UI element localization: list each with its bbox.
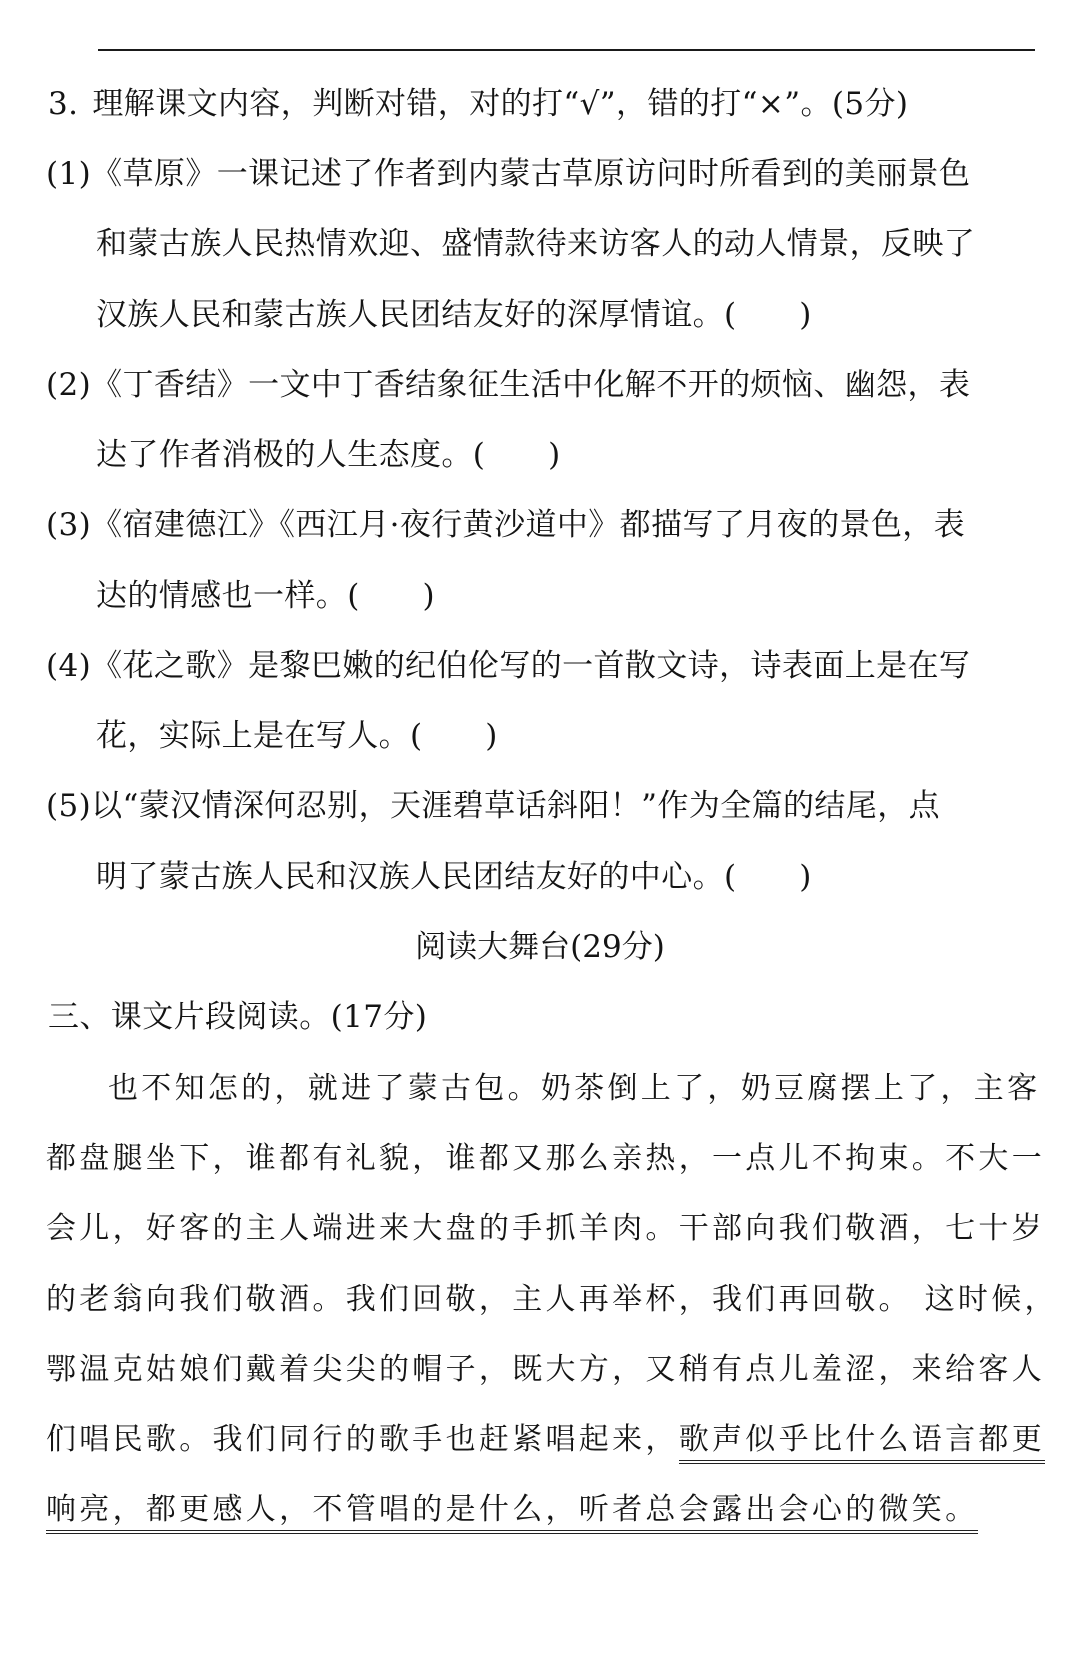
question-3-number: 3. — [48, 86, 79, 122]
item-4-number: (4) — [46, 648, 92, 684]
underlined-sentence-part-2: 响亮，都更感人，不管唱的是什么，听者总会露出会心的微笑。 — [46, 1492, 978, 1534]
passage-line-7 — [46, 1488, 978, 1532]
passage-line-5: 鄂温克姑娘们戴着尖尖的帽子，既大方，又稍有点儿羞涩，来给客人 — [46, 1352, 1045, 1387]
item-2-number: (2) — [46, 367, 92, 403]
question-3-instruction: 理解课文内容，判断对错，对的打“√”，错的打“×”。(5分) — [92, 86, 909, 122]
passage-line-6 — [46, 1418, 1045, 1462]
item-4-line-1: (4)《花之歌》是黎巴嫩的纪伯伦写的一首散文诗，诗表面上是在写 — [46, 644, 970, 688]
passage-line-2: 都盘腿坐下，谁都有礼貌，谁都又那么亲热，一点儿不拘束。不大一 — [46, 1141, 1045, 1176]
top-rule — [98, 49, 1035, 51]
item-5-line-2: 明了蒙古族人民和汉族人民团结友好的中心。( ) — [96, 859, 812, 895]
item-1-line-2: 和蒙古族人民热情欢迎、盛情款待来访客人的动人情景，反映了 — [96, 226, 976, 262]
item-3-line-1: (3)《宿建德江》《西江月·夜行黄沙道中》都描写了月夜的景色，表 — [46, 503, 965, 547]
item-1-number: (1) — [46, 156, 92, 192]
item-5-line-1: (5)以“蒙汉情深何忍别，天涯碧草话斜阳！”作为全篇的结尾，点 — [46, 784, 940, 828]
passage-line-3: 会儿，好客的主人端进来大盘的手抓羊肉。干部向我们敬酒，七十岁 — [46, 1211, 1045, 1246]
item-3-line-2: 达的情感也一样。( ) — [96, 578, 435, 614]
underlined-sentence-part-1: 歌声似乎比什么语言都更 — [679, 1422, 1045, 1464]
item-1-line-3: 汉族人民和蒙古族人民团结友好的深厚情谊。( ) — [96, 297, 812, 333]
question-3-header — [48, 82, 908, 126]
item-3-number: (3) — [46, 507, 92, 543]
part-3-header: 三、课文片段阅读。(17分) — [48, 999, 428, 1035]
item-2-line-1: (2)《丁香结》一文中丁香结象征生活中化解不开的烦恼、幽怨，表 — [46, 363, 970, 407]
passage-line-4: 的老翁向我们敬酒。我们回敬，主人再举杯，我们再回敬。 这时候， — [46, 1282, 1058, 1317]
section-title: 阅读大舞台(29分) — [415, 929, 665, 965]
passage-line-6-plain: 们唱民歌。我们同行的歌手也赶紧唱起来， — [46, 1422, 679, 1457]
item-1-line-1: (1)《草原》一课记述了作者到内蒙古草原访问时所看到的美丽景色 — [46, 152, 970, 196]
passage-line-1: 也不知怎的，就进了蒙古包。奶茶倒上了，奶豆腐摆上了，主客 — [108, 1071, 1041, 1106]
item-4-line-2: 花，实际上是在写人。( ) — [96, 718, 498, 754]
item-5-number: (5) — [46, 788, 92, 824]
item-2-line-2: 达了作者消极的人生态度。( ) — [96, 437, 561, 473]
